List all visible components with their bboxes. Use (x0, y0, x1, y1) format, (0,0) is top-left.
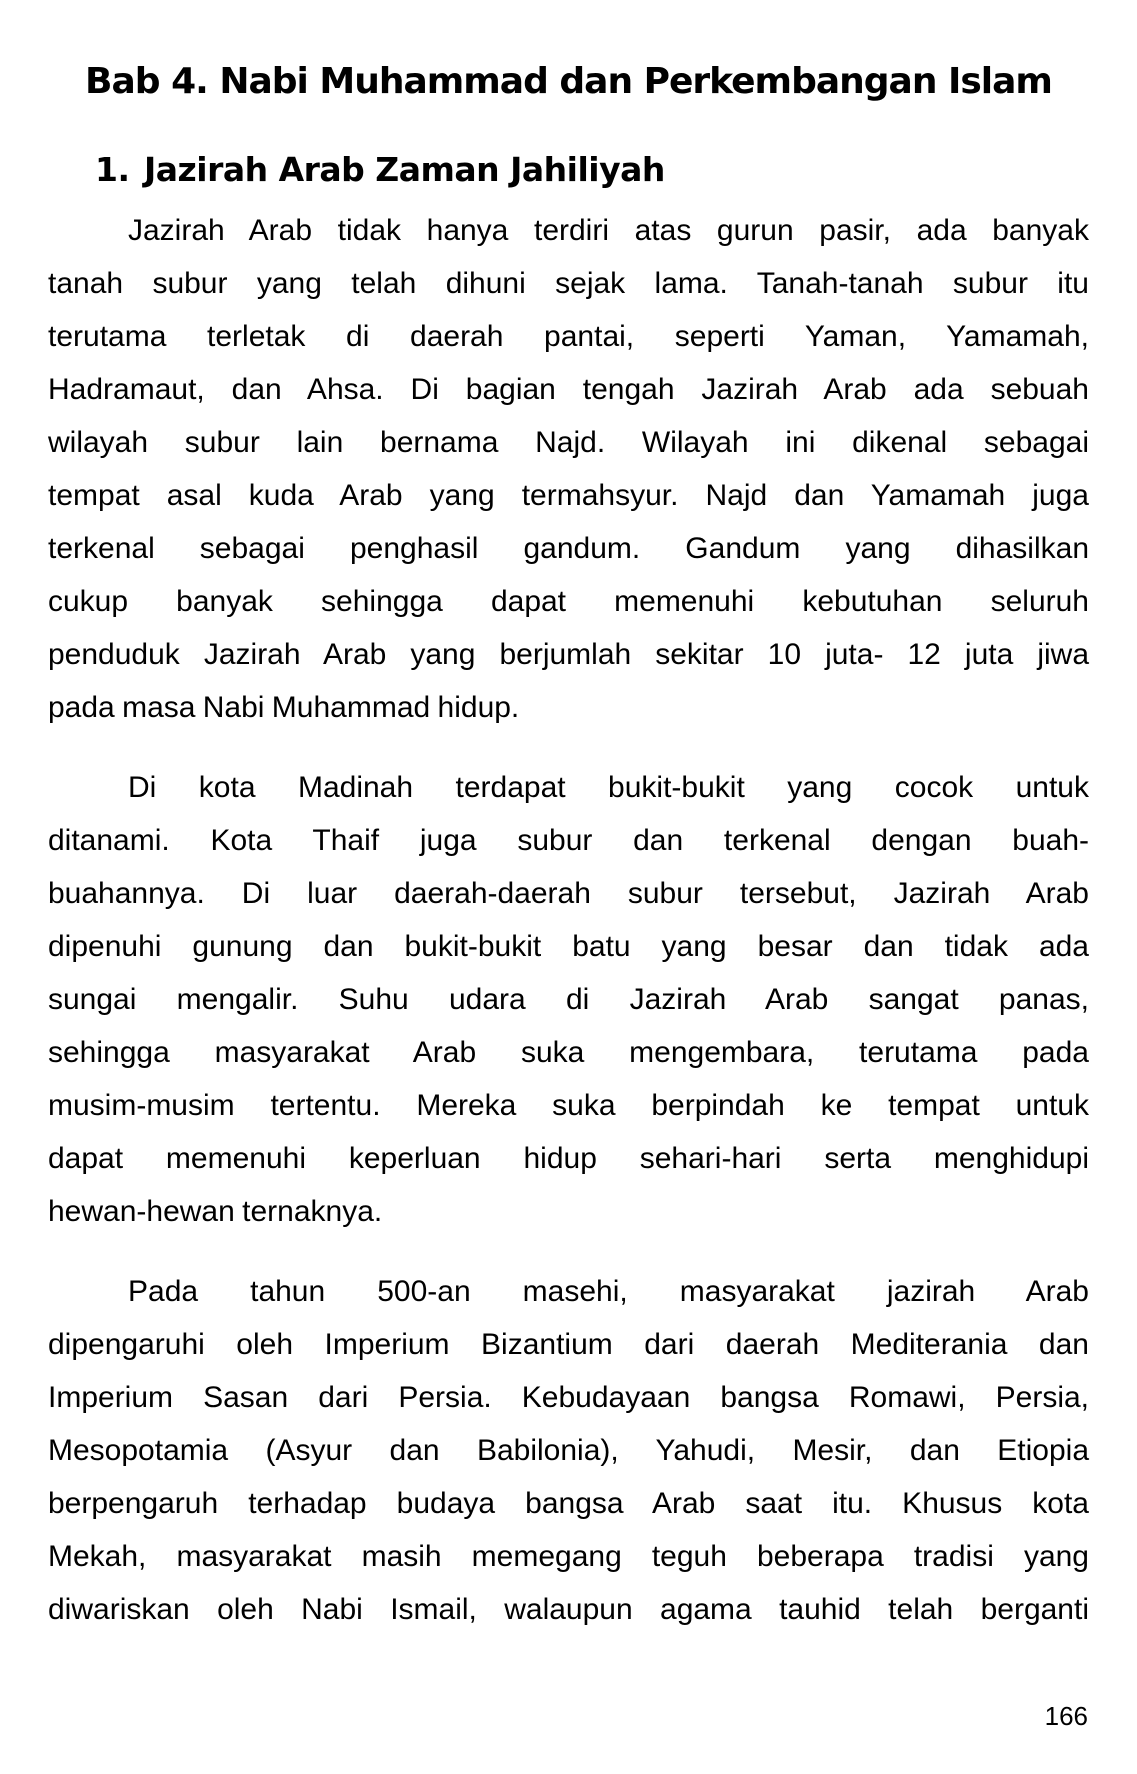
paragraph-line: dapat memenuhi keperluan hidup sehari-hari serta menghidupi (48, 1142, 1089, 1175)
chapter-title: Bab 4. Nabi Muhammad dan Perkembangan Islam (85, 61, 1052, 102)
paragraph-line: terutama terletak di daerah pantai, seperti Yaman, Yamamah, (48, 320, 1089, 353)
paragraph-line: Mesopotamia (Asyur dan Babilonia), Yahudi, Mesir, dan Etiopia (48, 1434, 1089, 1467)
paragraph-line: hewan-hewan ternaknya. (48, 1195, 383, 1228)
paragraph-line: Pada tahun 500-an masehi, masyarakat jazirah Arab (128, 1275, 1089, 1308)
paragraph-line: tempat asal kuda Arab yang termahsyur. Najd dan Yamamah juga (48, 479, 1089, 512)
paragraph-line: Jazirah Arab tidak hanya terdiri atas gurun pasir, ada banyak (128, 214, 1089, 247)
paragraph-line: berpengaruh terhadap budaya bangsa Arab saat itu. Khusus kota (48, 1487, 1089, 1520)
paragraph-line: sungai mengalir. Suhu udara di Jazirah Arab sangat panas, (48, 983, 1089, 1016)
section-heading (95, 148, 1089, 192)
paragraph-2 (48, 761, 1089, 1238)
paragraph-line: Di kota Madinah terdapat bukit-bukit yang cocok untuk (128, 771, 1089, 804)
paragraph-line: buahannya. Di luar daerah-daerah subur tersebut, Jazirah Arab (48, 877, 1089, 910)
paragraph-line: diwariskan oleh Nabi Ismail, walaupun agama tauhid telah berganti (48, 1593, 1089, 1626)
paragraph-line: cukup banyak sehingga dapat memenuhi kebutuhan seluruh (48, 585, 1089, 618)
section-number: 1. (95, 150, 130, 189)
page-number: 166 (1044, 1701, 1088, 1731)
paragraph-line: Mekah, masyarakat masih memegang teguh beberapa tradisi yang (48, 1540, 1089, 1573)
paragraph-1 (48, 204, 1089, 734)
paragraph-line: pada masa Nabi Muhammad hidup. (48, 691, 520, 724)
paragraph-line: musim-musim tertentu. Mereka suka berpindah ke tempat untuk (48, 1089, 1089, 1122)
section-title: Jazirah Arab Zaman Jahiliyah (144, 150, 665, 189)
paragraph-line: Hadramaut, dan Ahsa. Di bagian tengah Jazirah Arab ada sebuah (48, 373, 1089, 406)
paragraph-line: tanah subur yang telah dihuni sejak lama. Tanah-tanah subur itu (48, 267, 1089, 300)
paragraph-line: dipenuhi gunung dan bukit-bukit batu yang besar dan tidak ada (48, 930, 1089, 963)
paragraph-line: wilayah subur lain bernama Najd. Wilayah ini dikenal sebagai (48, 426, 1089, 459)
paragraph-line: ditanami. Kota Thaif juga subur dan terkenal dengan buah- (48, 824, 1089, 857)
paragraph-line: terkenal sebagai penghasil gandum. Gandum yang dihasilkan (48, 532, 1089, 565)
paragraph-line: dipengaruhi oleh Imperium Bizantium dari daerah Mediterania dan (48, 1328, 1089, 1361)
paragraph-line: Imperium Sasan dari Persia. Kebudayaan bangsa Romawi, Persia, (48, 1381, 1089, 1414)
paragraph-3 (48, 1265, 1089, 1636)
paragraph-line: penduduk Jazirah Arab yang berjumlah sekitar 10 juta- 12 juta jiwa (48, 638, 1089, 671)
paragraph-line: sehingga masyarakat Arab suka mengembara, terutama pada (48, 1036, 1089, 1069)
